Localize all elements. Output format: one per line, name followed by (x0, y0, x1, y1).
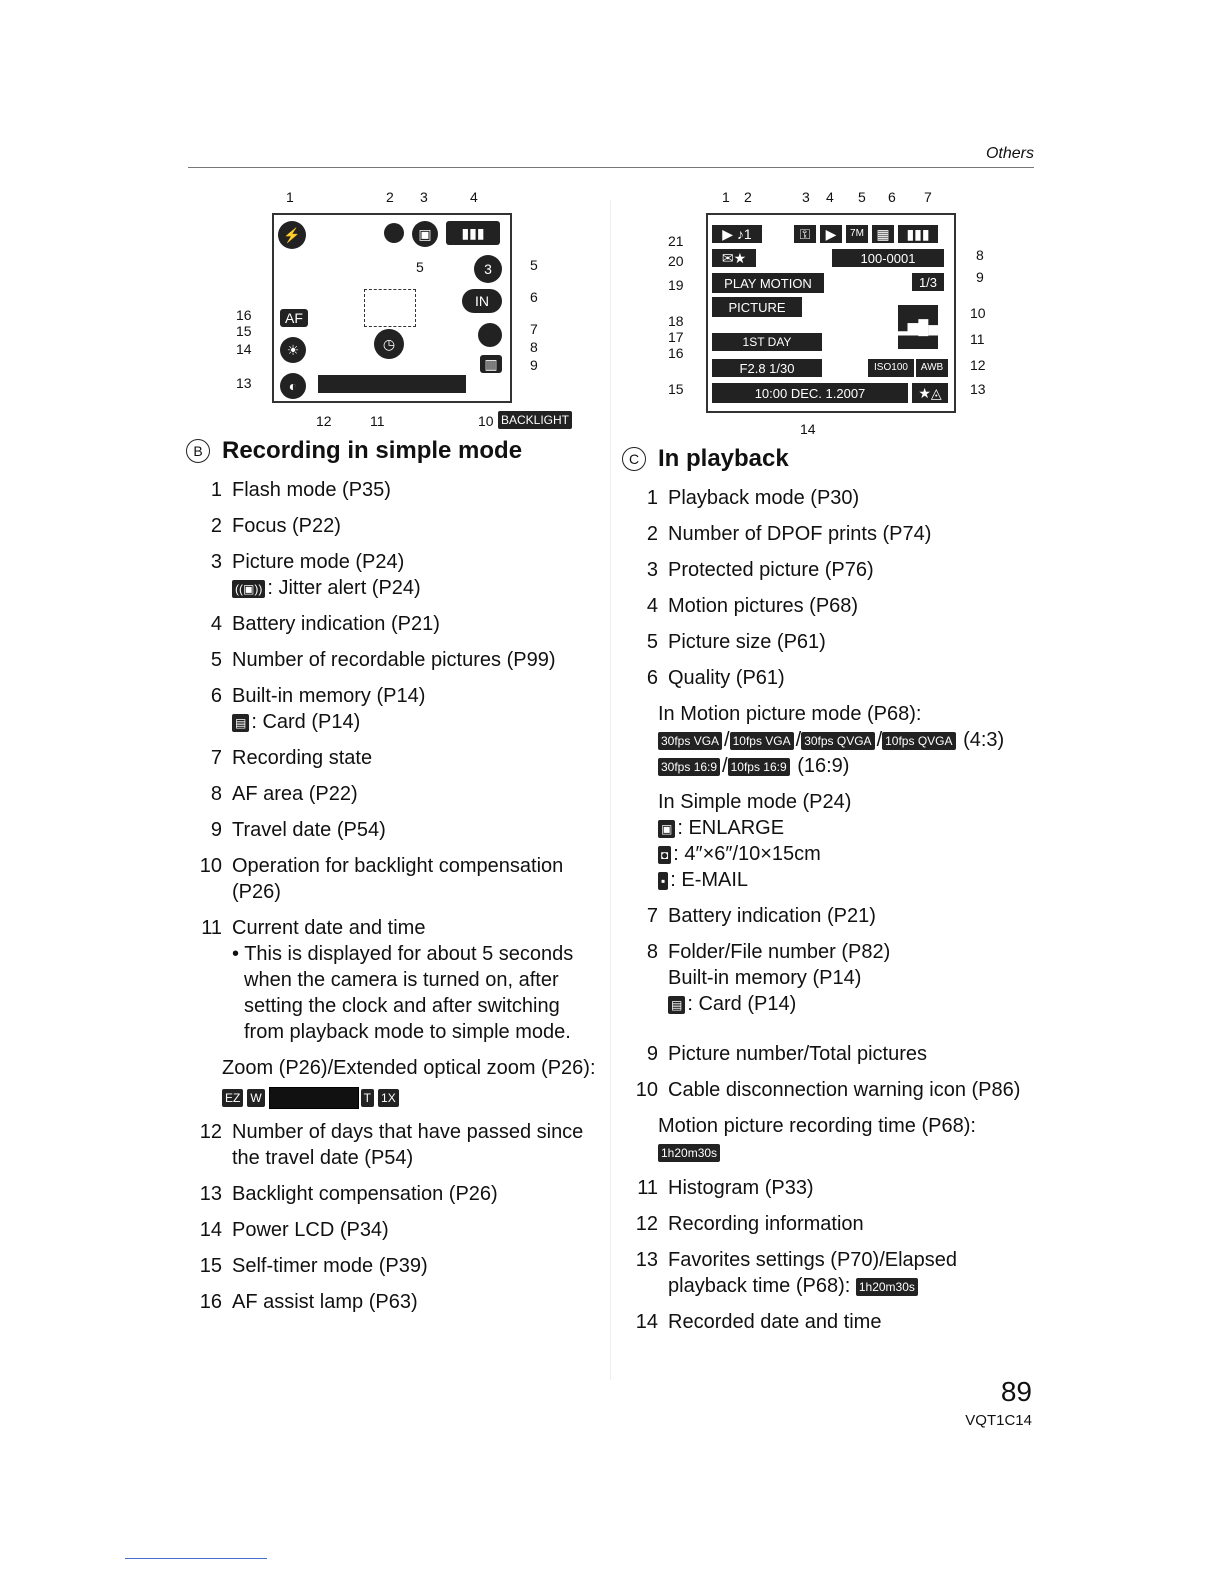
time-badge: 1h20m30s (658, 1144, 720, 1162)
callout-9: 9 (530, 357, 538, 373)
callout-4: 4 (826, 189, 834, 205)
card-icon: ▤ (232, 714, 249, 732)
callout-11: 11 (370, 413, 385, 429)
simple-mode-diagram (186, 185, 598, 431)
callout-12: 12 (970, 357, 986, 373)
email-icon: ▪ (658, 872, 668, 890)
header-section-label: Others (985, 145, 1034, 162)
zoom-bar: EZ W T 1X (222, 1087, 401, 1109)
list-item: 14 Power LCD (P34) (199, 1219, 389, 1241)
header-rule (188, 167, 1034, 168)
memory-icon: IN (462, 289, 502, 313)
callout-15: 15 (236, 323, 252, 339)
playback-list (622, 485, 1038, 691)
iso-info: ISO100 (868, 359, 914, 377)
date-time-bar (318, 375, 466, 393)
battery-icon: ▮▮▮ (446, 221, 500, 245)
playback-diagram (622, 185, 1038, 439)
focus-icon (384, 223, 404, 243)
card-icon: ▤ (668, 996, 685, 1014)
list-item: 15 Self-timer mode (P39) (199, 1255, 428, 1277)
recording-state-icon (478, 323, 502, 347)
list-item: 14 Recorded date and time (635, 1311, 882, 1333)
simple-mode-block: In Simple mode (P24) ▣ : ENLARGE ◘ : 4″×6″/10×15cm ▪ : E-MAIL (658, 791, 852, 891)
list-item: 2 Number of DPOF prints (P74) (646, 523, 932, 545)
motion-time-block: Motion picture recording time (P68): 1h20m30s (658, 1115, 976, 1160)
callout-7: 7 (530, 321, 538, 337)
list-item: 12 Recording information (635, 1213, 864, 1235)
list-item: 13 Backlight compensation (P26) (199, 1183, 498, 1205)
callout-17: 17 (668, 329, 684, 345)
list-item: 3 Picture mode (P24) ((▣)) : Jitter alert (P24) (210, 551, 421, 599)
document-code: VQT1C14 (965, 1412, 1032, 1429)
list-item: 5 Picture size (P61) (646, 631, 826, 653)
backlight-label-icon: BACKLIGHT (498, 411, 572, 429)
travel-date-icon: ▥ (480, 355, 502, 373)
print-size-icon: ◘ (658, 846, 671, 864)
callout-15: 15 (668, 381, 684, 397)
list-item: 6 Quality (P61) (646, 667, 785, 689)
callout-16: 16 (236, 307, 252, 323)
callout-1: 1 (722, 189, 730, 205)
lcd-screen (272, 213, 512, 403)
list-item: 7 Battery indication (P21) (646, 905, 876, 927)
column-divider (610, 200, 611, 1380)
list-item: 10 Operation for backlight compensation (P26) (199, 855, 564, 903)
callout-5-label: 5 (530, 257, 538, 273)
section-title-simple (186, 437, 598, 465)
list-item: 2 Focus (P22) (210, 515, 341, 537)
callout-13: 13 (236, 375, 252, 391)
list-item: 1 Flash mode (P35) (210, 479, 391, 501)
callout-2: 2 (386, 189, 394, 205)
battery-icon: ▮▮▮ (898, 225, 938, 243)
size-icon: 7M (846, 225, 868, 243)
list-item: 5 Number of recordable pictures (P99) (210, 649, 556, 671)
fps-icon: 10fps 16:9 (728, 758, 790, 776)
simple-mode-list-2 (186, 1119, 598, 1315)
dpof-favorite-icon: ✉★ (712, 249, 756, 267)
list-item: 16 AF assist lamp (P63) (199, 1291, 418, 1313)
favorite-icon: ★◬ (912, 383, 948, 403)
fps-icon: 30fps QVGA (801, 732, 874, 750)
af-area-frame (364, 289, 416, 327)
callout-1: 1 (286, 189, 294, 205)
af-assist-icon: AF (280, 309, 308, 327)
list-item: 6 Built-in memory (P14) ▤ : Card (P14) (210, 685, 426, 733)
callout-5: 5 (858, 189, 866, 205)
footer-rule (125, 1558, 267, 1559)
picture-count: 1/3 (912, 273, 944, 291)
callout-21: 21 (668, 233, 684, 249)
callout-20: 20 (668, 253, 684, 269)
fps-icon: 30fps 16:9 (658, 758, 720, 776)
callout-10: 10 (478, 413, 494, 429)
time-badge: 1h20m30s (856, 1278, 918, 1296)
list-item: 10 Cable disconnection warning icon (P86) (635, 1079, 1021, 1101)
play-motion-label: PLAY MOTION (712, 273, 824, 293)
page-number: 89 (1000, 1376, 1032, 1407)
exposure-info: F2.8 1/30 (712, 359, 822, 377)
callout-10: 10 (970, 305, 986, 321)
callout-12: 12 (316, 413, 332, 429)
power-lcd-icon: ☀ (280, 337, 306, 363)
list-item: 7 Recording state (210, 747, 373, 769)
callout-19: 19 (668, 277, 684, 293)
playback-lcd-screen (706, 213, 956, 413)
playback-mode-icon: ▶ ♪1 (712, 225, 762, 243)
section-title-playback (622, 445, 1038, 473)
playback-list-2 (622, 903, 1038, 1103)
recorded-datetime: 10:00 DEC. 1.2007 (712, 383, 908, 403)
enlarge-icon: ▣ (658, 820, 675, 838)
section-badge-c: C (622, 447, 646, 471)
callout-5: 5 (416, 259, 424, 275)
simple-mode-list (186, 477, 598, 1045)
picture-label: PICTURE (712, 297, 802, 317)
callout-11: 11 (970, 331, 985, 347)
callout-16: 16 (668, 345, 684, 361)
recordable-count-icon: 3 (474, 255, 502, 283)
quality-icon: ▦ (872, 225, 894, 243)
self-timer-icon: ◷ (374, 329, 404, 359)
zoom-note: Zoom (P26)/Extended optical zoom (P26): EZ W T 1X (222, 1055, 598, 1109)
fps-icon: 30fps VGA (658, 732, 722, 750)
list-item: 3 Protected picture (P76) (646, 559, 874, 581)
awb-info: AWB (916, 359, 948, 377)
picture-mode-icon: ▣ (412, 221, 438, 247)
callout-3: 3 (420, 189, 428, 205)
playback-list-3 (622, 1175, 1038, 1335)
section-title-text: In playback (658, 445, 789, 472)
callout-8: 8 (530, 339, 538, 355)
travel-day-label: 1ST DAY (712, 333, 822, 351)
backlight-icon: ◐ (280, 373, 306, 399)
list-item: 13 Favorites settings (P70)/Elapsed playback time (P68): 1h20m30s (635, 1249, 958, 1297)
callout-4: 4 (470, 189, 478, 205)
callout-14: 14 (236, 341, 252, 357)
callout-7: 7 (924, 189, 932, 205)
callout-2: 2 (744, 189, 752, 205)
list-item: 4 Motion pictures (P68) (646, 595, 859, 617)
callout-9: 9 (976, 269, 984, 285)
list-item: 1 Playback mode (P30) (646, 487, 860, 509)
list-item: 9 Travel date (P54) (210, 819, 386, 841)
protect-icon: ⚿ (794, 225, 816, 243)
motion-icon: ▶ (820, 225, 842, 243)
list-item: 11 Current date and time • This is displayed for about 5 seconds when the camera is turned on, after setting the clock and after switching from playback mode to simple mode. (201, 917, 574, 1043)
callout-6: 6 (530, 289, 538, 305)
list-item: 8 Folder/File number (P82) Built-in memory (P14) ▤ : Card (P14) (646, 941, 891, 1015)
list-item: 9 Picture number/Total pictures (646, 1043, 928, 1065)
callout-3: 3 (802, 189, 810, 205)
callout-6: 6 (888, 189, 896, 205)
flash-icon: ⚡ (278, 221, 306, 249)
folder-number: 100-0001 (832, 249, 944, 267)
histogram: ▂▆█▅ (898, 305, 938, 349)
callout-13: 13 (970, 381, 986, 397)
list-item: 8 AF area (P22) (210, 783, 358, 805)
callout-8: 8 (976, 247, 984, 263)
list-item: 11 Histogram (P33) (637, 1177, 814, 1199)
motion-mode-block: In Motion picture mode (P68): 30fps VGA / 10fps VGA / 30fps QVGA / 10fps QVGA (4:3) 30fps 16:9 / 10fps 16:9 (16:9) (658, 703, 1005, 777)
callout-14: 14 (800, 421, 816, 437)
jitter-alert-icon: ((▣)) (232, 580, 265, 598)
right-column (622, 185, 1038, 1345)
left-column (186, 185, 598, 1325)
fps-icon: 10fps QVGA (882, 732, 955, 750)
section-title-text: Recording in simple mode (222, 437, 523, 464)
list-item: 12 Number of days that have passed since the travel date (P54) (199, 1121, 584, 1169)
section-badge-b: B (186, 439, 210, 463)
list-item: 4 Battery indication (P21) (210, 613, 440, 635)
callout-18: 18 (668, 313, 684, 329)
fps-icon: 10fps VGA (730, 732, 794, 750)
